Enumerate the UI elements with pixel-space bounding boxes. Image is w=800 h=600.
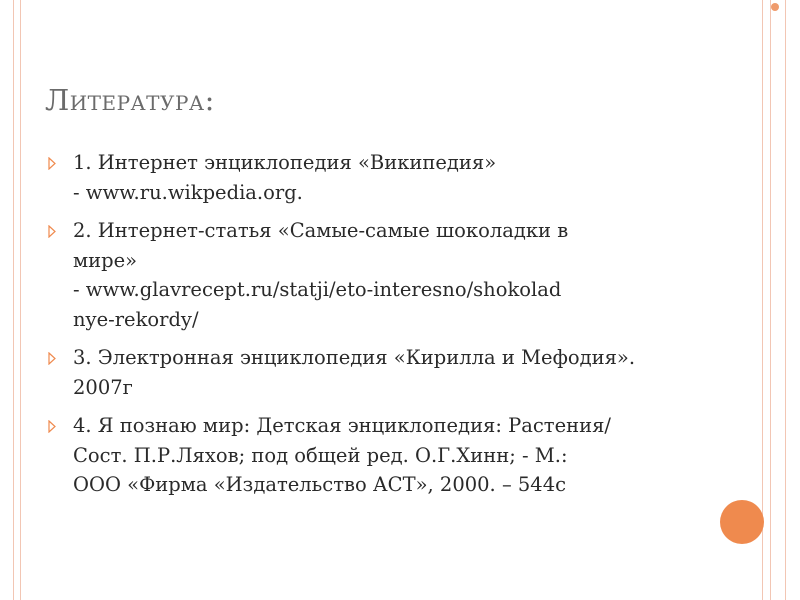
right-border-decoration — [762, 0, 800, 600]
right-border-line — [770, 0, 771, 600]
reference-line: ООО «Фирма «Издательство АСТ», 2000. – 544с — [73, 473, 567, 496]
reference-item — [48, 216, 688, 334]
large-circle-decoration — [720, 500, 764, 544]
left-border-line — [13, 0, 14, 600]
reference-list — [48, 148, 688, 509]
reference-item — [48, 148, 688, 207]
reference-line: 2. Интернет-статья «Самые-самые шоколадки в — [73, 219, 569, 242]
small-dot-decoration — [771, 3, 779, 11]
reference-line: Сост. П.Р.Ляхов; под общей ред. О.Г.Хинн; - М.: — [73, 443, 568, 467]
reference-line: - www.glavrecept.ru/statji/eto-interesno/shokolad — [73, 278, 562, 301]
arrow-bullet-icon — [48, 420, 56, 433]
reference-item — [48, 343, 688, 402]
reference-line: мире» — [73, 248, 138, 272]
reference-line: 2007г — [73, 375, 133, 399]
reference-item — [48, 411, 688, 500]
reference-line: 1. Интернет энциклопедия «Википедия» — [73, 151, 497, 174]
arrow-bullet-icon — [48, 225, 56, 238]
right-border-line — [785, 0, 786, 600]
reference-line: 3. Электронная энциклопедия «Кирилла и Мефодия». — [73, 346, 636, 369]
arrow-bullet-icon — [48, 157, 56, 170]
slide-title: Литература: — [45, 83, 215, 117]
reference-line: 4. Я познаю мир: Детская энциклопедия: Растения/ — [73, 414, 611, 437]
left-border-decoration — [0, 0, 21, 600]
reference-line: nye-rekordy/ — [73, 307, 199, 331]
arrow-bullet-icon — [48, 352, 56, 365]
reference-line: - www.ru.wikpedia.org. — [73, 180, 303, 204]
